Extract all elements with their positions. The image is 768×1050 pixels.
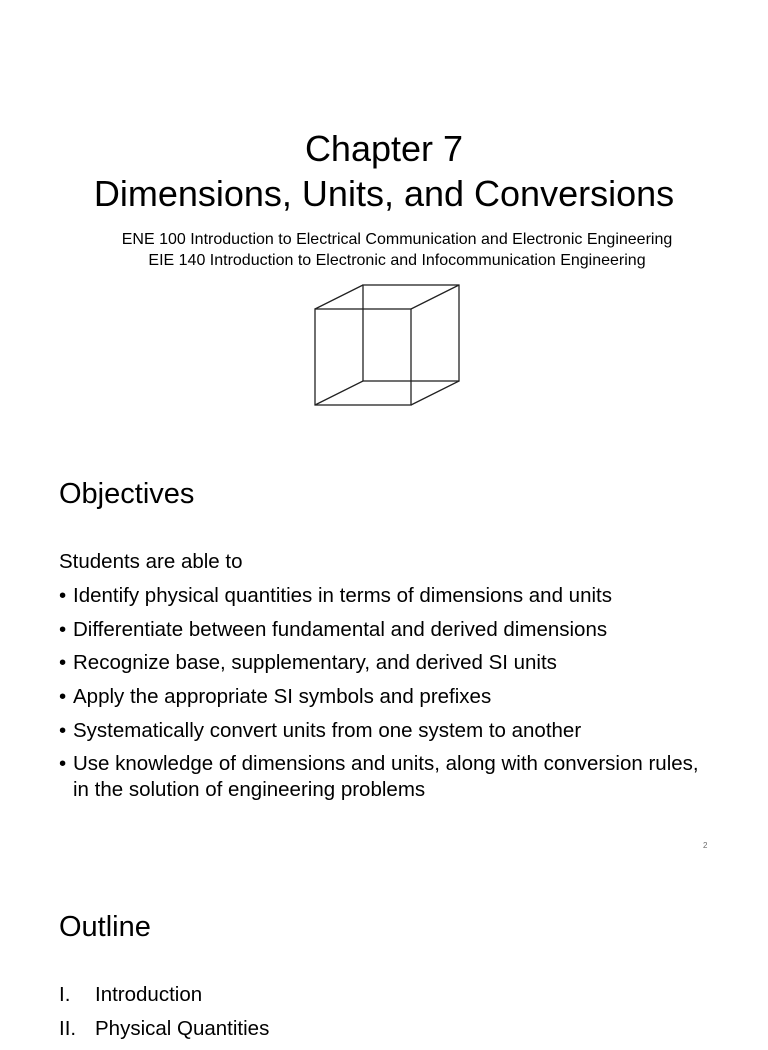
course-line-eie140: EIE 140 Introduction to Electronic and Infocommunication Engineering bbox=[148, 252, 646, 269]
chapter-title: Dimensions, Units, and Conversions bbox=[93, 173, 675, 214]
outline-item bbox=[59, 1016, 269, 1042]
objectives-slide bbox=[0, 432, 768, 864]
outline-list bbox=[59, 982, 269, 1050]
objectives-intro: Students are able to bbox=[59, 550, 243, 573]
outline-item-label: Physical Quantities bbox=[95, 1017, 270, 1040]
title-slide bbox=[0, 0, 768, 432]
outline-item-number: II. bbox=[59, 1017, 77, 1040]
objective-item: • Apply the appropriate SI symbols and prefixes bbox=[59, 684, 719, 710]
outline-item bbox=[59, 982, 269, 1008]
page-number: 2 bbox=[703, 841, 708, 850]
course-line-ene100: ENE 100 Introduction to Electrical Communication and Electronic Engineering bbox=[121, 231, 673, 248]
objective-item: • Recognize base, supplementary, and derived SI units bbox=[59, 650, 719, 676]
chapter-number: Chapter 7 bbox=[304, 128, 464, 169]
outline-slide bbox=[0, 864, 768, 1040]
wireframe-cube-icon bbox=[312, 282, 462, 410]
objectives-list bbox=[59, 583, 719, 811]
objective-item: • Use knowledge of dimensions and units, along with conversion rules, in the solution of engineering problems bbox=[59, 751, 719, 803]
objective-item: • Identify physical quantities in terms of dimensions and units bbox=[59, 583, 719, 609]
objective-item: • Systematically convert units from one system to another bbox=[59, 718, 719, 744]
objective-item: • Differentiate between fundamental and derived dimensions bbox=[59, 617, 719, 643]
objectives-heading: Objectives bbox=[59, 478, 195, 510]
course-list bbox=[0, 229, 768, 271]
outline-item-label: Introduction bbox=[95, 983, 203, 1006]
slide-title bbox=[0, 126, 768, 216]
outline-item-number: I. bbox=[59, 983, 71, 1006]
outline-heading: Outline bbox=[59, 911, 151, 943]
